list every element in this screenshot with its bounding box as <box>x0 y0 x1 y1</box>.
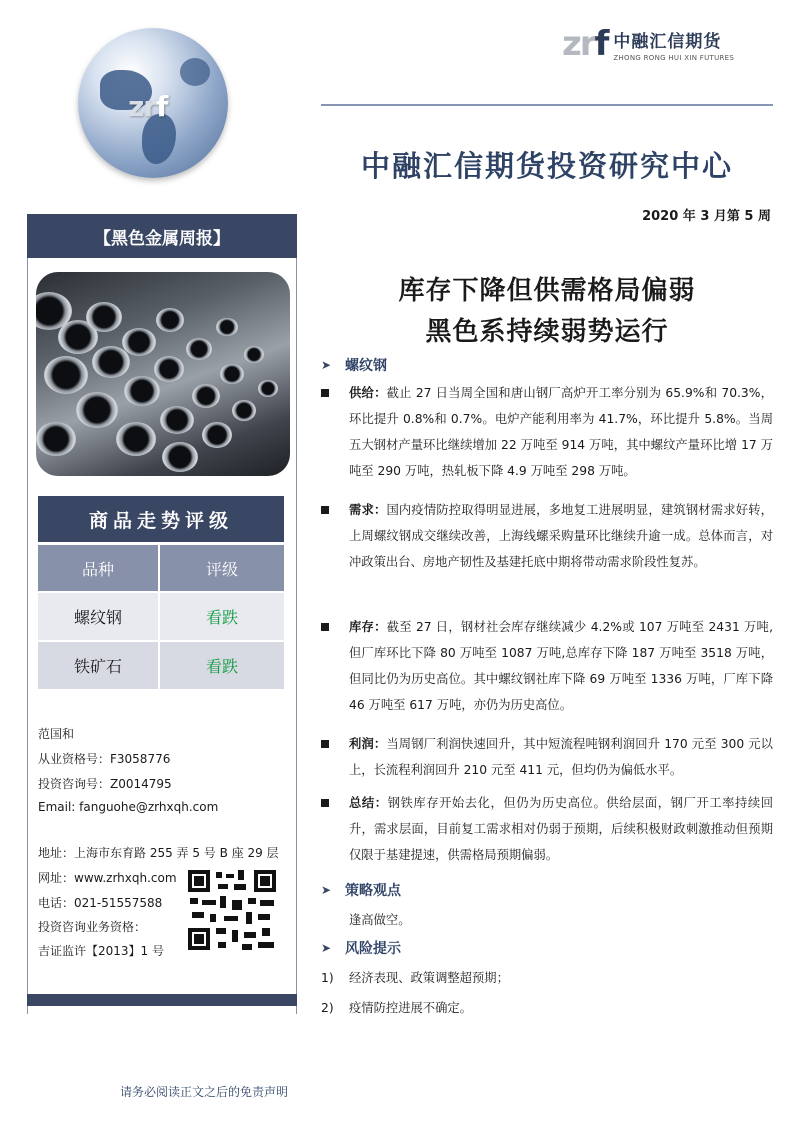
analyst-license: 从业资格号：F3058776 <box>38 752 171 766</box>
list-item <box>321 614 773 718</box>
bullet-text: 国内疫情防控取得明显进展，多地复工进展明显，建筑钢材需求好转，上周螺纹钢成交继续改善，上海线螺采购量环比继续升逾一成。总体而言，对冲政策出台、房地产韧性及基建托底中期将带动需求阶段性复苏。 <box>349 503 773 569</box>
list-item <box>321 998 472 1016</box>
list-item <box>321 790 773 868</box>
list-item <box>321 968 509 986</box>
square-bullet-icon <box>321 799 329 807</box>
company-website[interactable]: 网址：www.zrhxqh.com <box>38 871 177 885</box>
logo-name-cn: 中融汇信期货 <box>613 31 722 52</box>
table-row <box>38 642 284 691</box>
arrow-bullet-icon: ➤ <box>321 358 332 372</box>
company-phone: 电话：021-51557588 <box>38 896 163 910</box>
bullet-key: 供给： <box>349 386 387 400</box>
list-item <box>321 380 773 484</box>
steel-pipes-image <box>36 272 290 476</box>
sidebar-footer-bar <box>27 994 297 1006</box>
rating-title: 商品走势评级 <box>38 496 284 542</box>
risk-number: 2) <box>321 1001 334 1015</box>
rating-column-grade: 评级 <box>160 545 284 593</box>
report-type-header: 【黑色金属周报】 <box>27 214 297 258</box>
section-title: 策略观点 <box>345 883 401 899</box>
bullet-key: 利润： <box>349 737 387 751</box>
analyst-email[interactable]: Email: fanguohe@zrhxqh.com <box>38 800 219 814</box>
rating-variety: 铁矿石 <box>38 642 160 691</box>
qr-code[interactable] <box>188 870 276 950</box>
square-bullet-icon <box>321 389 329 397</box>
advisory-qualification: 投资咨询业务资格： <box>38 920 147 934</box>
square-bullet-icon <box>321 740 329 748</box>
disclaimer-note: 请务必阅读正文之后的免责声明 <box>120 1085 289 1099</box>
bullet-key: 需求： <box>349 503 387 517</box>
rating-variety: 螺纹钢 <box>38 593 160 642</box>
section-strategy <box>321 880 401 900</box>
square-bullet-icon <box>321 506 329 514</box>
headline-line-2: 黑色系持续弱势运行 <box>425 317 669 347</box>
approval-number: 吉证监许【2013】1 号 <box>38 944 164 958</box>
list-item <box>321 497 773 575</box>
bullet-text: 截止 27 日当周全国和唐山钢厂高炉开工率分别为 65.9%和 70.3%，环比提升 0.8%和 0.7%。电炉产能利用率为 41.7%，环比提升 5.8%。当周五大钢材产量环比继续增加 22 万吨至 914 万吨，其中螺纹产量环比增 17 万吨至 290 万吨，热轧板下降 4.9 万吨至 298 万吨。 <box>349 386 773 478</box>
arrow-bullet-icon: ➤ <box>321 941 332 955</box>
section-title: 螺纹钢 <box>345 358 387 374</box>
bullet-key: 总结： <box>349 796 388 810</box>
headline-line-1: 库存下降但供需格局偏弱 <box>398 276 696 306</box>
company-logo <box>562 22 734 66</box>
analyst-advisory-number: 投资咨询号：Z0014795 <box>38 777 172 791</box>
logo-name-en: ZHONG RONG HUI XIN FUTURES <box>613 53 735 62</box>
risk-text: 经济表现、政策调整超预期； <box>349 971 509 985</box>
logo-mark <box>562 24 608 64</box>
logo-mark-right: f <box>594 24 608 64</box>
strategy-text: 逢高做空。 <box>349 913 411 927</box>
analyst-name: 范国和 <box>38 727 75 741</box>
square-bullet-icon <box>321 623 329 631</box>
rating-table <box>38 545 284 691</box>
arrow-bullet-icon: ➤ <box>321 883 332 897</box>
globe-mark: zrf <box>128 90 168 123</box>
globe-logo <box>78 28 228 178</box>
report-date: 2020 年 3 月第 5 周 <box>642 209 771 224</box>
rating-grade: 看跌 <box>160 642 284 691</box>
rating-grade: 看跌 <box>160 593 284 642</box>
rating-column-variety: 品种 <box>38 545 160 593</box>
bullet-text: 当周钢厂利润快速回升，其中短流程吨钢利润回升 170 元至 300 元以上，长流程利润回升 210 元至 411 元，但均仍为偏低水平。 <box>349 737 773 777</box>
company-address: 地址：上海市东育路 255 弄 5 号 B 座 29 层 <box>38 846 279 860</box>
header-divider <box>321 104 773 106</box>
bullet-key: 库存： <box>349 620 387 634</box>
research-center-title: 中融汇信期货投资研究中心 <box>360 149 733 183</box>
risk-text: 疫情防控进展不确定。 <box>349 1001 472 1015</box>
bullet-text: 钢铁库存开始去化，但仍为历史高位。供给层面，钢厂开工率持续回升，需求层面，目前复工需求相对仍弱于预期，后续积极财政刺激推动但预期仅限于基建提速，供需格局预期偏弱。 <box>349 796 773 862</box>
section-title: 风险提示 <box>345 941 401 957</box>
table-row <box>38 593 284 642</box>
risk-number: 1) <box>321 971 334 985</box>
list-item <box>321 731 773 783</box>
section-risk <box>321 938 401 958</box>
bullet-text: 截至 27 日，钢材社会库存继续减少 4.2%或 107 万吨至 2431 万吨,但厂库环比下降 80 万吨至 1087 万吨,总库存下降 187 万吨至 3518 万吨，但同比仍为历史高位。其中螺纹钢社库下降 69 万吨至 1336 万吨，厂库下降 46 万吨至 617 万吨，亦仍为历史高位。 <box>349 620 773 712</box>
logo-mark-left: zr <box>562 24 595 64</box>
section-rebar <box>321 355 387 375</box>
globe-continent <box>180 58 210 86</box>
